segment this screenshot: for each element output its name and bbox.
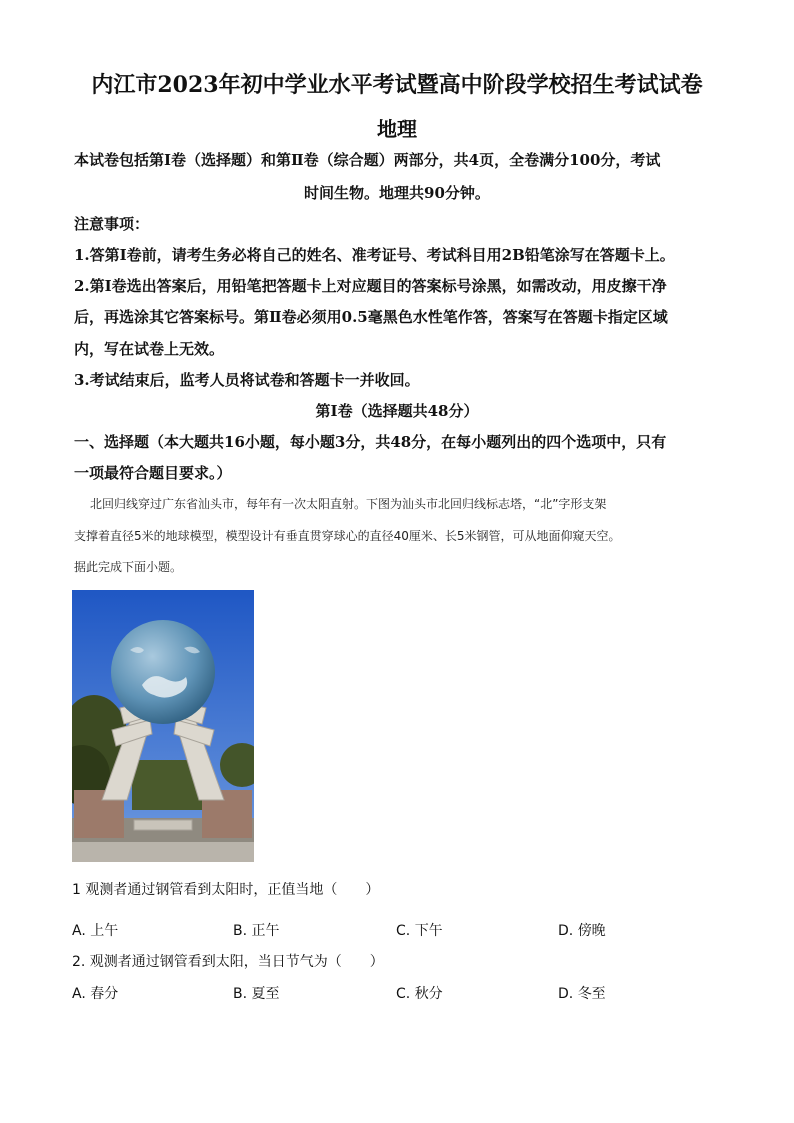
option-key: C.	[396, 986, 411, 1002]
passage-line-3: 据此完成下面小题。	[74, 560, 183, 574]
option-text: 春分	[90, 986, 119, 1002]
question-1-option-c[interactable]	[396, 920, 443, 940]
option-text: 秋分	[414, 986, 443, 1002]
question-1-option-d[interactable]	[558, 920, 606, 940]
option-key: B.	[233, 986, 248, 1002]
question-2-stem: 2. 观测者通过钢管看到太阳，当日节气为（ ）	[72, 954, 384, 970]
option-key: B.	[233, 923, 248, 939]
monument-illustration	[72, 590, 254, 862]
question-2-option-d[interactable]	[558, 983, 606, 1003]
option-text: 正午	[251, 923, 280, 939]
option-key: D.	[558, 923, 574, 939]
passage-line-1: 北回归线穿过广东省汕头市，每年有一次太阳直射。下图为汕头市北回归线标志塔，“北”字形支架	[90, 497, 607, 511]
tropic-of-cancer-monument-photo	[72, 590, 254, 862]
globe-model-icon	[111, 620, 215, 724]
option-key: A.	[72, 986, 86, 1002]
option-text: 傍晚	[577, 923, 606, 939]
option-text: 冬至	[577, 986, 606, 1002]
notes-item-2-line-2: 后，再选涂其它答案标号。第Ⅱ卷必须用0.5毫黑色水性笔作答，答案写在答题卡指定区域	[74, 308, 668, 326]
option-key: C.	[396, 923, 411, 939]
subject-title: 地理	[377, 117, 417, 141]
notes-heading: 注意事项：	[74, 215, 150, 233]
intro-line-2: 时间生物。地理共90分钟。	[304, 184, 490, 202]
option-text: 下午	[414, 923, 443, 939]
intro-line-1: 本试卷包括第Ⅰ卷（选择题）和第Ⅱ卷（综合题）两部分，共4页，全卷满分100分，考试	[74, 151, 661, 169]
option-text: 上午	[90, 923, 119, 939]
section-title: 第Ⅰ卷（选择题共48分）	[315, 402, 479, 420]
option-text: 夏至	[251, 986, 280, 1002]
question-1-stem: 1 观测者通过钢管看到太阳时，正值当地（ ）	[72, 882, 380, 898]
question-1-option-b[interactable]	[233, 920, 280, 940]
notes-item-3: 3.考试结束后，监考人员将试卷和答题卡一并收回。	[74, 371, 420, 389]
exam-title: 内江市2023年初中学业水平考试暨高中阶段学校招生考试试卷	[91, 72, 703, 98]
question-2-option-b[interactable]	[233, 983, 280, 1003]
notes-item-2-line-1: 2.第Ⅰ卷选出答案后，用铅笔把答题卡上对应题目的答案标号涂黑，如需改动，用皮擦干净	[74, 277, 667, 295]
notes-item-2-line-3: 内，写在试卷上无效。	[74, 340, 225, 358]
notes-item-1: 1.答第Ⅰ卷前，请考生务必将自己的姓名、准考证号、考试科目用2B铅笔涂写在答题卡上。	[74, 246, 675, 264]
passage-line-2: 支撑着直径5米的地球模型，模型设计有垂直贯穿球心的直径40厘米、长5米钢管，可从地面仰窥天空。	[74, 529, 621, 543]
question-2-option-a[interactable]	[72, 983, 118, 1003]
question-1-option-a[interactable]	[72, 920, 118, 940]
section-instruction-line-2: 一项最符合题目要求。）	[74, 464, 232, 482]
option-key: A.	[72, 923, 86, 939]
option-key: D.	[558, 986, 574, 1002]
section-instruction-line-1: 一、选择题（本大题共16小题，每小题3分，共48分，在每小题列出的四个选项中，只有	[74, 433, 667, 451]
question-2-option-c[interactable]	[396, 983, 443, 1003]
